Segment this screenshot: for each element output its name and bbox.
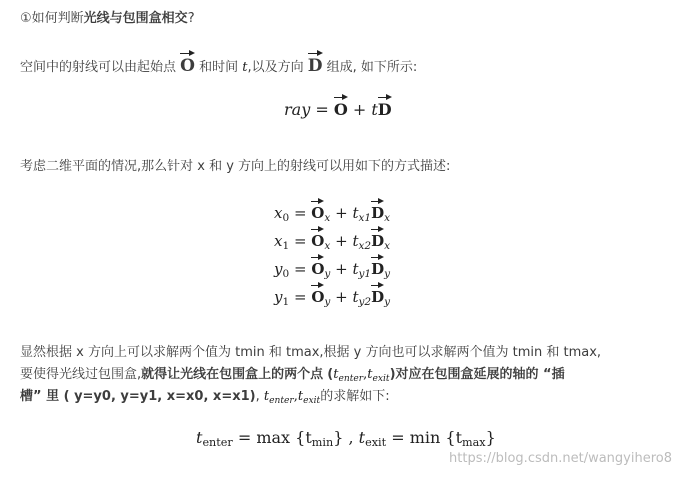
para3-comma: , (363, 367, 368, 382)
para3-open-paren: ( (327, 367, 334, 382)
row-t-sub: y1 (358, 268, 372, 280)
row-lhs: y (274, 260, 283, 278)
paragraph-solution-line2 (20, 366, 565, 384)
row-lhs-sub: 0 (282, 212, 290, 224)
row-plus: + (335, 204, 348, 222)
para3-line3-t-exit: t (297, 389, 304, 404)
eq1-plus: + (352, 100, 367, 119)
eq1-vector-origin: O (334, 96, 348, 118)
row-vector-d: D (371, 228, 384, 249)
row-o-sub: y (324, 296, 331, 308)
para3-enter-sub: enter (338, 374, 364, 384)
para1-text-a: 空间中的射线可以由起始点 (20, 60, 177, 75)
row-d-sub: y (384, 296, 391, 308)
para1-text-d: 组成, 如下所示: (326, 60, 418, 75)
eq2-comma: , (348, 428, 354, 447)
row-equals: = (293, 260, 307, 278)
row-equals: = (293, 204, 307, 222)
enter-exit-equation: $t_{enter} = \max \{t_{min}\}$ , $t_{exit} = \min \{t_{max}\}$ (196, 428, 496, 449)
eq1-t: t (371, 100, 378, 119)
row-vector-d: D (371, 200, 384, 221)
eq2-t-exit: t (358, 428, 366, 447)
row-lhs: x (274, 232, 283, 250)
eq2-enter-sub: enter (202, 436, 233, 449)
row-plus: + (335, 260, 348, 278)
row-o-sub: y (324, 268, 331, 280)
eq1-vector-direction: D (378, 96, 392, 118)
vector-origin: O (180, 52, 195, 75)
row-d-sub: x (384, 212, 391, 224)
paragraph-solution-line3 (20, 388, 390, 406)
para3-line3-end: 的求解如下: (320, 389, 390, 404)
para1-text-b: 和时间 (199, 60, 239, 75)
row-vector-o: O (311, 200, 324, 221)
row-vector-d: D (371, 284, 384, 305)
para3-line3-exit-sub: exit (303, 396, 321, 406)
equation-row (274, 200, 390, 222)
para3-line3-enter-sub: enter (269, 396, 294, 406)
equation-row (274, 284, 390, 306)
para3-line2-bold: 就得让光线在包围盒上的两个点 (141, 367, 324, 382)
var-time: t (242, 60, 248, 75)
para3-line3-comma: , (293, 389, 298, 404)
heading-bold: 光线与包围盒相交 (83, 11, 188, 26)
row-vector-o: O (311, 256, 324, 277)
paragraph-solution-line1: 显然根据 x 方向上可以求解两个值为 tmin 和 tmax,根据 y 方向也可以求解两个值为 tmin 和 tmax, (20, 345, 602, 360)
para3-line2-a: 要使得光线过包围盒, (20, 367, 142, 382)
row-lhs-sub: 1 (282, 296, 290, 308)
row-lhs: y (274, 288, 283, 306)
row-t-sub: x1 (358, 212, 372, 224)
para3-line3-t-enter: t (263, 389, 270, 404)
row-d-sub: x (384, 240, 391, 252)
paragraph-2d-case: 考虑二维平面的情况,那么针对 x 和 y 方向上的射线可以用如下的方式描述: (20, 159, 451, 174)
eq2-max-sub: max (462, 436, 486, 449)
eq2-t-enter: t (196, 428, 203, 447)
row-vector-o: O (311, 284, 324, 305)
row-t: t (352, 288, 359, 306)
row-t-sub: x2 (358, 240, 372, 252)
eq2-t-min: t (305, 428, 312, 447)
row-lhs: x (274, 204, 283, 222)
paragraph-ray-definition (20, 52, 417, 77)
row-o-sub: x (324, 240, 331, 252)
eq1-lhs: ray (284, 100, 311, 119)
para3-close-paren: ) (389, 367, 396, 382)
row-plus: + (335, 232, 348, 250)
row-vector-d: D (371, 256, 384, 277)
section-heading (20, 10, 195, 28)
row-equals: = (293, 232, 307, 250)
eq2-exit-sub: exit (365, 436, 387, 449)
eq2-equals-2: = (391, 428, 405, 447)
heading-suffix: ? (187, 11, 195, 26)
row-d-sub: y (384, 268, 391, 280)
row-t: t (352, 232, 359, 250)
watermark: https://blog.csdn.net/wangyihero8 (449, 451, 672, 466)
equation-row (274, 228, 390, 250)
para3-t-enter: t (333, 367, 339, 382)
row-t: t (352, 204, 359, 222)
eq1-equals: = (315, 100, 329, 119)
row-lhs-sub: 1 (282, 240, 290, 252)
para3-line3-mid: , (255, 389, 260, 404)
heading-number: ① (20, 11, 32, 26)
row-equals: = (293, 288, 307, 306)
row-t-sub: y2 (358, 296, 372, 308)
eq2-t-max: t (455, 428, 463, 447)
heading-prefix: 如何判断 (31, 11, 84, 26)
eq2-equals-1: = (237, 428, 252, 447)
eq2-max: max (256, 428, 291, 447)
row-t: t (352, 260, 359, 278)
row-lhs-sub: 0 (282, 268, 290, 280)
equation-row (274, 256, 390, 278)
eq2-min-sub: min (311, 436, 334, 449)
para1-text-c: ,以及方向 (247, 60, 304, 75)
row-o-sub: x (324, 212, 331, 224)
row-plus: + (335, 288, 348, 306)
para3-line2-bold2: 对应在包围盒延展的轴的 “插 (395, 367, 565, 382)
para3-t-exit: t (367, 367, 373, 382)
eq2-min: min (409, 428, 441, 447)
para3-line3-bold: 槽” 里 ( y=y0, y=y1, x=x0, x=x1) (20, 389, 256, 404)
para3-exit-sub: exit (372, 374, 390, 384)
vector-direction: D (308, 52, 323, 75)
ray-equation (284, 96, 392, 119)
row-vector-o: O (311, 228, 324, 249)
